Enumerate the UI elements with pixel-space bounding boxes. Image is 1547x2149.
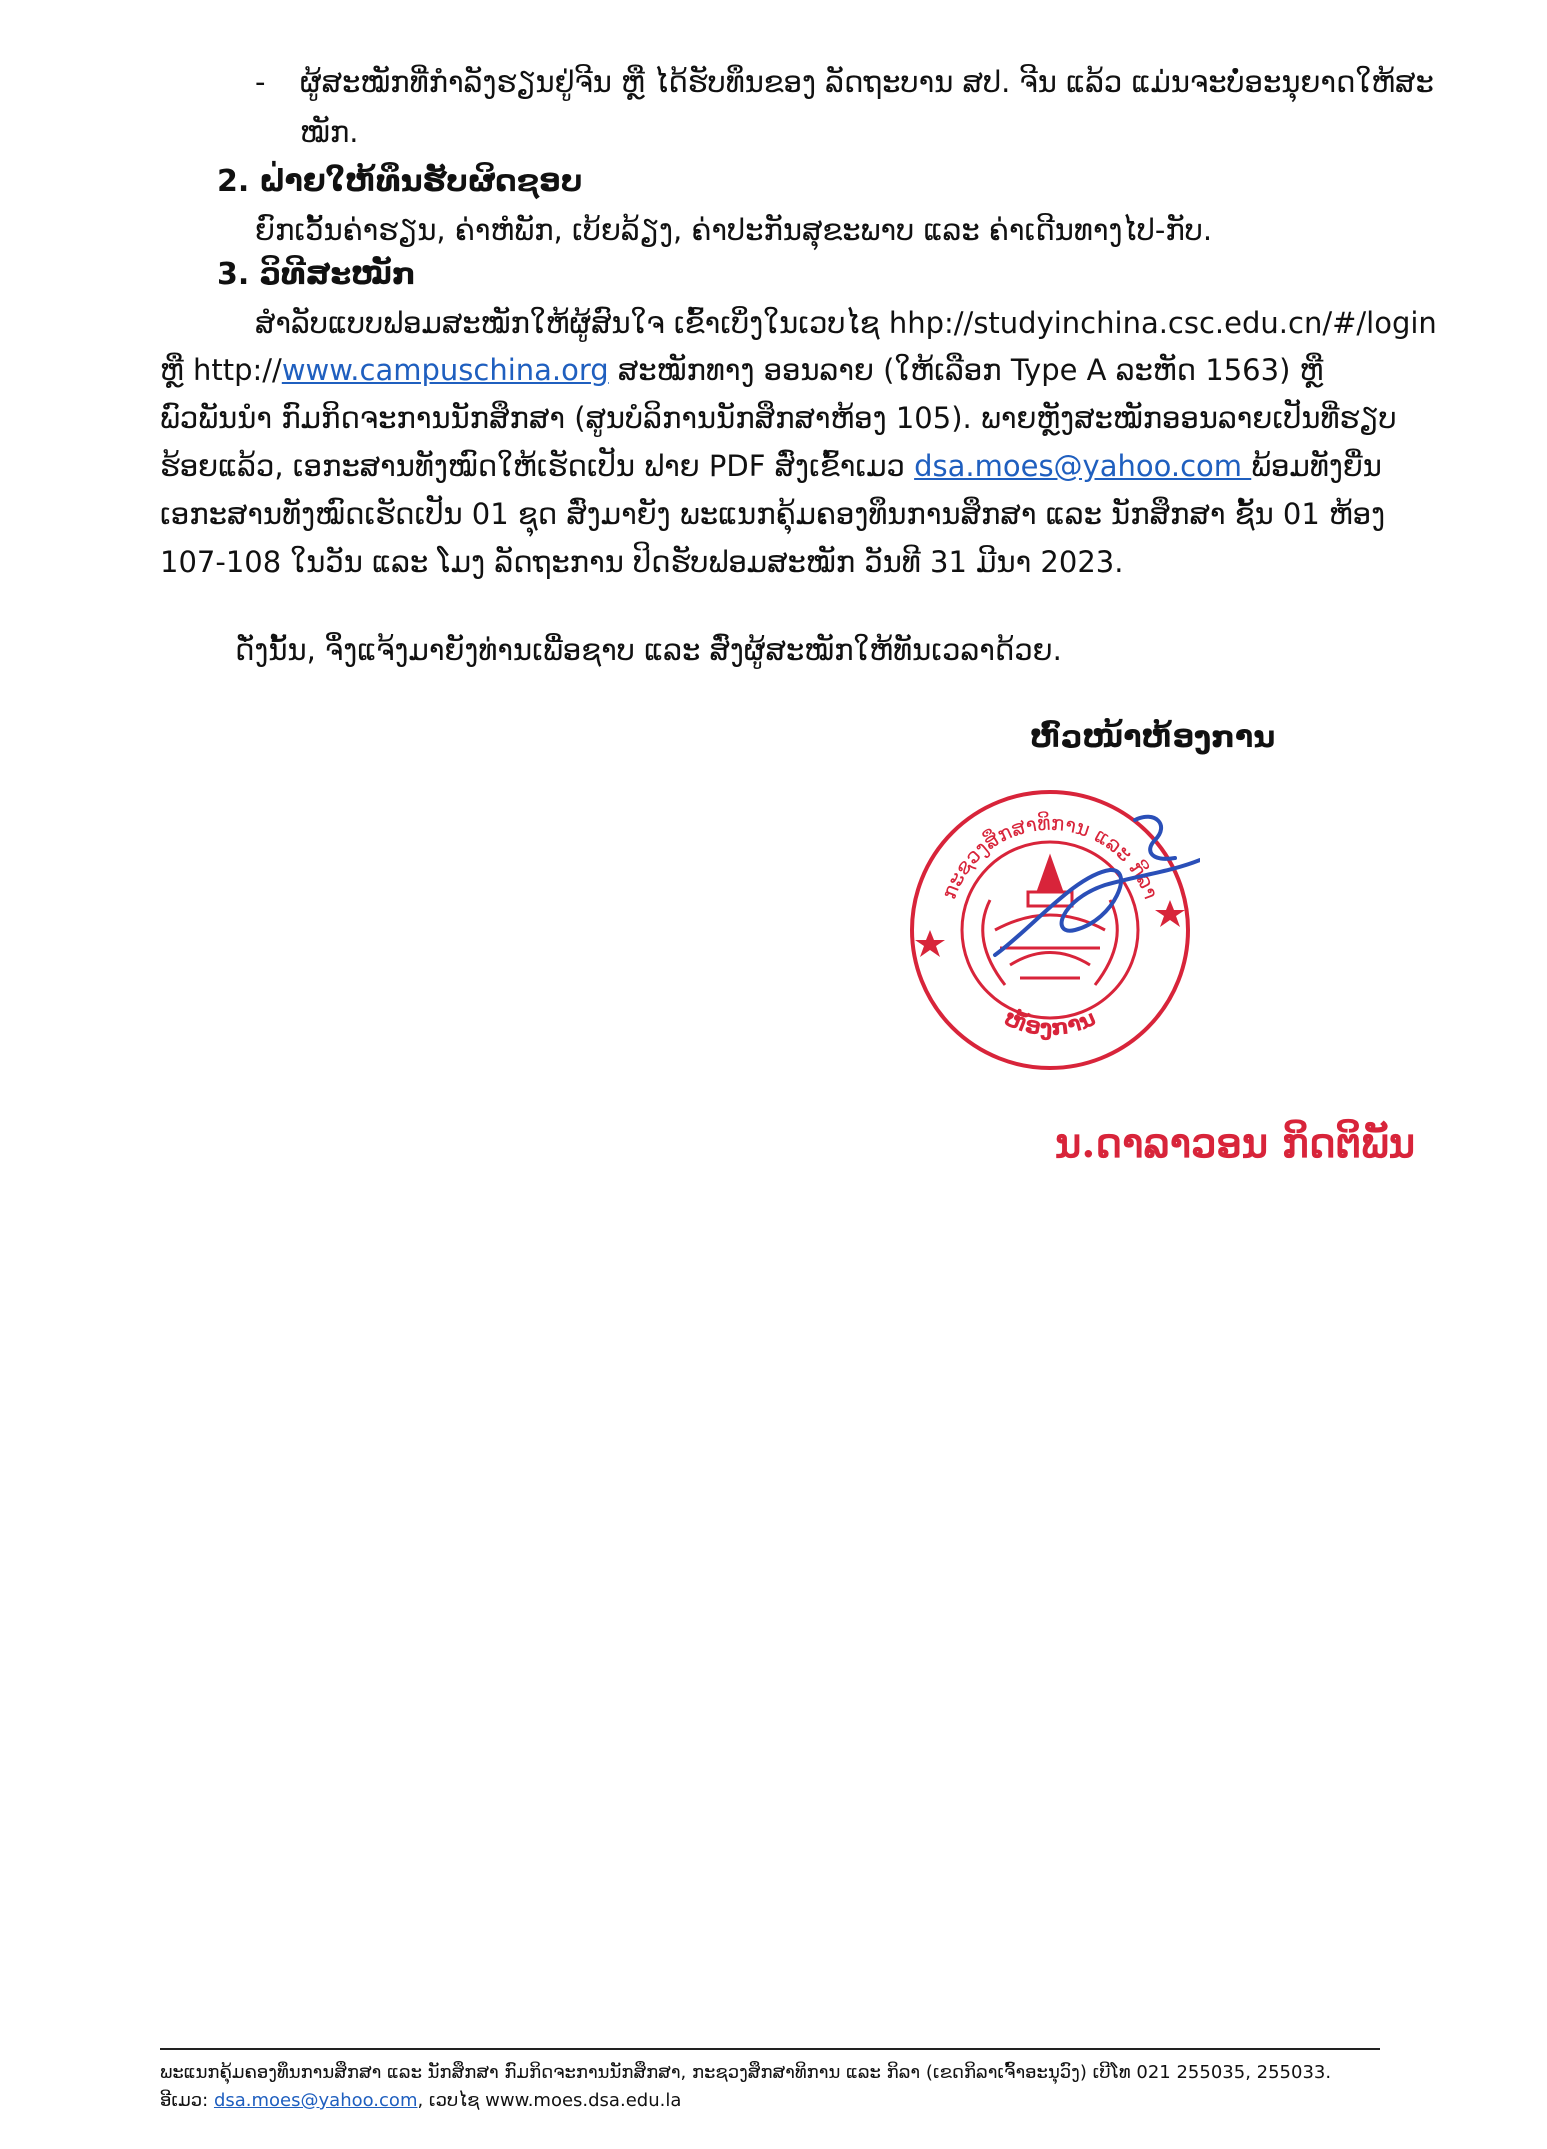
- footer-line-2: [160, 2088, 681, 2114]
- footer-email-link[interactable]: dsa.moes@yahoo.com: [213, 2090, 418, 2111]
- footer-line-1: ພະແນກຄຸ້ມຄອງທຶນການສຶກສາ ແລະ ນັກສຶກສາ ກົມກິດຈະການນັກສຶກສາ, ກະຊວງສຶກສາທິການ ແລະ ກິລາ (ເຂດກິລາເຈົ້າອະນຸວົງ) ເບີໂທ 021 255035, 255033.: [160, 2062, 1332, 2083]
- line-4-prefix: ຮ້ອຍແລ້ວ, ເອກະສານທັງໝົດໃຫ້ເຮັດເປັນ ຟາຍ PDF ສົ່ງເຂົ້າເມວ: [160, 449, 915, 483]
- line-2-prefix: ຫຼື http://: [160, 353, 282, 387]
- section-2-title: ຝ່າຍໃຫ້ທຶນຮັບຜິດຊອບ: [259, 164, 583, 199]
- section-3-paragraph-line-2: [160, 350, 1323, 390]
- line-4-suffix: ພ້ອມທັງຍື່ນ: [1251, 449, 1382, 483]
- bullet-line-1: ຜູ້ສະໝັກທີ່ກຳລັງຮຽນຢູ່ຈີນ ຫຼື ໄດ້ຮັບທຶນຂອງ ລັດຖະບານ ສປ. ຈີນ ແລ້ວ ແມ່ນຈະບໍ່ອະນຸຍາດໃຫ້ສະ: [300, 65, 1434, 99]
- footer-email-label: ອີເມວ:: [160, 2090, 214, 2111]
- campuschina-link[interactable]: www.campuschina.org: [281, 353, 609, 387]
- section-3-heading: [217, 255, 416, 295]
- line-2-suffix: ສະໝັກທາງ ອອນລາຍ (ໃຫ້ເລືອກ Type A ລະຫັດ 1563) ຫຼື: [608, 353, 1324, 387]
- section-3-paragraph-line-3: ພົວພັນນຳ ກົມກິດຈະການນັກສຶກສາ (ສູນບໍລິການນັກສຶກສາຫ້ອງ 105). ພາຍຫຼັງສະໝັກອອນລາຍເປັນທີ່ຮຽບ: [160, 401, 1397, 435]
- seal-text-bottom: ຫ້ອງການ: [1000, 1006, 1100, 1042]
- footer-web-label: , ເວບໄຊ www.moes.dsa.edu.la: [417, 2090, 682, 2111]
- bullet-dash: -: [255, 65, 266, 99]
- section-2-heading: [217, 162, 583, 202]
- email-link[interactable]: dsa.moes@yahoo.com: [914, 449, 1252, 483]
- section-2-number: 2.: [217, 164, 250, 199]
- section-3-title: ວິທີສະໝັກ: [259, 257, 416, 292]
- handwritten-signature-flourish: [1135, 817, 1175, 859]
- section-3-paragraph-line-5: ເອກະສານທັງໝົດເຮັດເປັນ 01 ຊຸດ ສົ່ງມາຍັງ ພະແນກຄຸ້ມຄອງທຶນການສຶກສາ ແລະ ນັກສຶກສາ ຊັ້ນ 01 ຫ້ອງ: [160, 497, 1386, 531]
- section-3-number: 3.: [217, 257, 250, 292]
- signer-name: ນ.ດາລາວອນ ກິດຕິພັນ: [1055, 1120, 1416, 1167]
- footer-divider: [160, 2048, 1380, 2050]
- section-3-paragraph-line-6: 107-108 ໃນວັນ ແລະ ໂມງ ລັດຖະການ ປິດຮັບຟອມສະໝັກ ວັນທີ 31 ມີນາ 2023.: [160, 545, 1124, 579]
- section-2-body: ຍົກເວັ້ນຄ່າຮຽນ, ຄ່າຫໍພັກ, ເບ້ຍລ້ຽງ, ຄ່າປະກັນສຸຂະພາບ ແລະ ຄ່າເດີນທາງໄປ-ກັບ.: [255, 213, 1213, 247]
- seal-star-left-icon: [915, 930, 945, 957]
- section-3-paragraph-line-1: ສຳລັບແບບຟອມສະໝັກໃຫ້ຜູ້ສົນໃຈ ເຂົ້າເບິ່ງໃນເວບໄຊ hhp://studyinchina.csc.edu.cn/#/login: [255, 306, 1437, 340]
- signer-title: ຫົວໜ້າຫ້ອງການ: [1030, 720, 1276, 755]
- section-3-paragraph-line-4: [160, 446, 1382, 486]
- bullet-line-2: ໝັກ.: [300, 115, 359, 149]
- closing-paragraph: ດັ່ງນັ້ນ, ຈຶ່ງແຈ້ງມາຍັງທ່ານເພື່ອຊາບ ແລະ ສົ່ງຜູ້ສະໝັກໃຫ້ທັນເວລາດ້ວຍ.: [235, 633, 1062, 667]
- official-seal-icon: [900, 780, 1200, 1080]
- seal-star-right-icon: [1155, 900, 1185, 927]
- seal-text-top: ກະຊວງສຶກສາທິການ ແລະ ກິລາ: [936, 810, 1164, 903]
